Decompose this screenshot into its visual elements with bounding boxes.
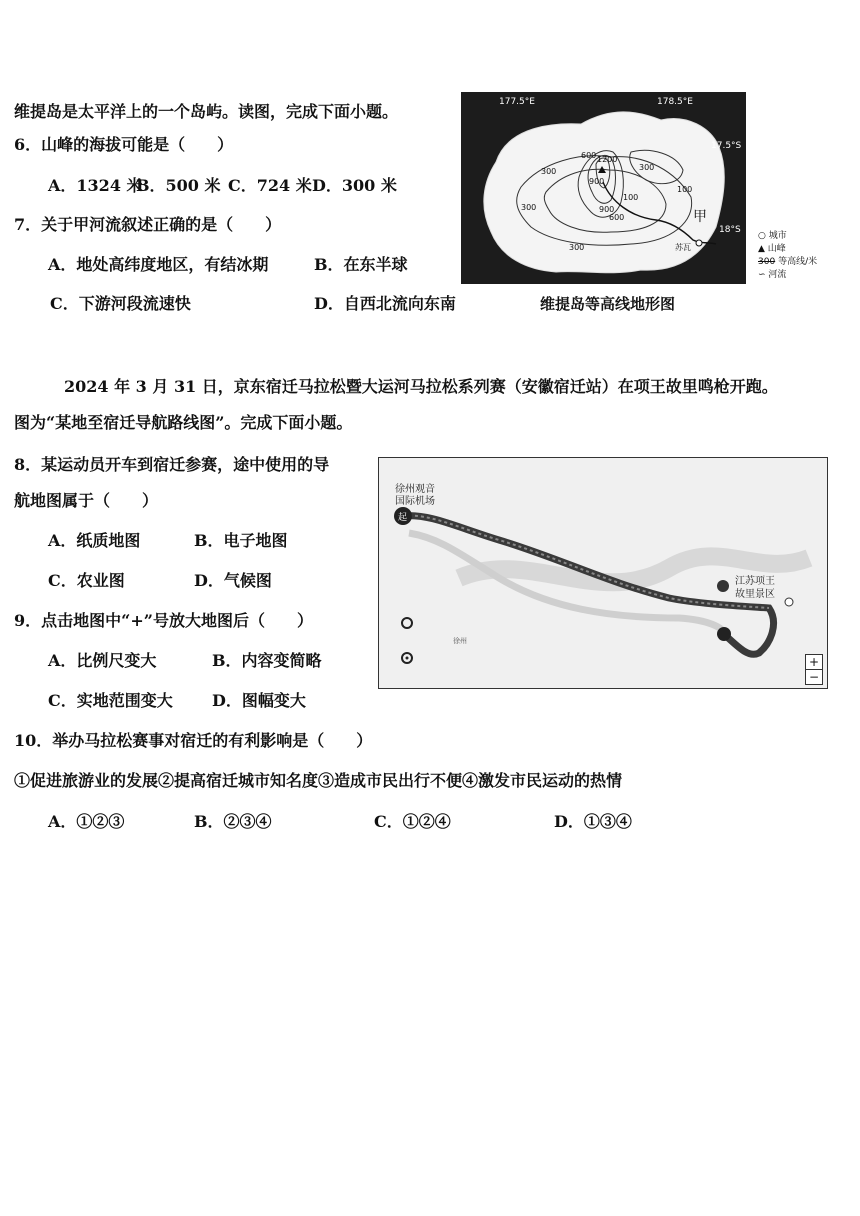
contour-label: 1200 xyxy=(597,155,618,164)
city-suva-icon xyxy=(696,240,702,246)
q8-option-c: C．农业图 xyxy=(48,571,125,590)
peak-icon: ▲ xyxy=(758,244,765,254)
q8-option-d: D．气候图 xyxy=(194,571,272,590)
lat-label-south: 18°S xyxy=(719,225,741,235)
place-xuzhou-label: 徐州 xyxy=(453,637,467,645)
lon-label-east: 178.5°E xyxy=(657,97,693,107)
contour-label: 600 xyxy=(609,213,625,222)
contour-label: 100 xyxy=(677,185,693,194)
q7-option-a: A．地处高纬度地区，有结冰期 xyxy=(48,255,269,274)
map1-legend xyxy=(758,230,817,282)
start-place-label-2: 国际机场 xyxy=(395,496,435,507)
contour-label: 300 xyxy=(569,243,585,252)
lat-label-north: 17.5°S xyxy=(711,141,742,151)
intro-marathon-2: 图为“某地至宿迁导航路线图”。完成下面小题。 xyxy=(14,413,353,432)
q8-stem-1: 8．某运动员开车到宿迁参赛，途中使用的导 xyxy=(14,455,330,474)
q10-option-d: D．①③④ xyxy=(554,812,632,831)
q10-option-c: C．①②④ xyxy=(374,812,451,831)
vitilevu-map-svg xyxy=(461,92,746,284)
q9-option-a: A．比例尺变大 xyxy=(48,651,157,670)
zoom-in-button[interactable]: + xyxy=(805,654,823,670)
q6-option-c: C．724 米 xyxy=(228,176,312,195)
contour-label: 300 xyxy=(521,203,537,212)
start-marker-label: 起 xyxy=(398,513,408,523)
q7-option-c: C．下游河段流速快 xyxy=(50,294,191,313)
q9-stem: 9．点击地图中“+”号放大地图后（ ） xyxy=(14,611,313,630)
q10-statements: ①促进旅游业的发展②提高宿迁城市知名度③造成市民出行不便④激发市民运动的热情 xyxy=(14,771,623,790)
q10-stem: 10．举办马拉松赛事对宿迁的有利影响是（ ） xyxy=(14,731,373,750)
end-marker-icon[interactable] xyxy=(717,627,731,641)
contour-label: 300 xyxy=(639,163,655,172)
q6-option-d: D．300 米 xyxy=(312,176,397,195)
intro-vitilevu: 维提岛是太平洋上的一个岛屿。读图，完成下面小题。 xyxy=(14,102,399,121)
q6-stem: 6．山峰的海拔可能是（ ） xyxy=(14,135,234,154)
end-place-label-2: 故里景区 xyxy=(735,589,775,600)
legend-river: ∽ 河流 xyxy=(758,270,787,280)
city-suva-label: 苏瓦 xyxy=(675,243,691,252)
river-icon: ∽ xyxy=(758,270,766,280)
river-jia-label: 甲 xyxy=(693,209,707,225)
zoom-out-button[interactable]: − xyxy=(805,669,823,685)
end-place-label: 江苏项王 xyxy=(735,576,775,587)
q8-option-a: A．纸质地图 xyxy=(48,531,141,550)
q6-option-a: A．1324 米 xyxy=(48,176,143,195)
q7-option-b: B．在东半球 xyxy=(314,255,408,274)
q9-option-b: B．内容变简略 xyxy=(212,651,322,670)
contour-label: 900 xyxy=(599,205,615,214)
contour-sample: 300 xyxy=(758,257,776,267)
q7-stem: 7．关于甲河流叙述正确的是（ ） xyxy=(14,215,282,234)
legend-peak: ▲ 山峰 xyxy=(758,244,786,254)
lon-label-west: 177.5°E xyxy=(499,97,535,107)
start-place-label: 徐州观音 xyxy=(395,484,435,495)
q10-option-b: B．②③④ xyxy=(194,812,272,831)
city-icon: ○ xyxy=(758,231,766,241)
contour-label: 600 xyxy=(581,151,597,160)
compass-center xyxy=(406,657,409,660)
q9-option-d: D．图幅变大 xyxy=(212,691,306,710)
q10-option-a: A．①②③ xyxy=(48,812,125,831)
scenic-spot-icon xyxy=(717,580,729,592)
intro-marathon-1: 2024 年 3 月 31 日，京东宿迁马拉松暨大运河马拉松系列赛（安徽宿迁站）在项王故里鸣枪开跑。 xyxy=(64,377,778,396)
destination-dot-icon xyxy=(785,598,793,606)
route-map-svg xyxy=(379,458,827,688)
legend-city: ○ 城市 xyxy=(758,231,787,241)
q7-option-d: D．自西北流向东南 xyxy=(314,294,456,313)
contour-label: 100 xyxy=(623,193,639,202)
navigation-route-map[interactable] xyxy=(378,457,828,689)
vitilevu-contour-map xyxy=(461,92,746,284)
map1-caption: 维提岛等高线地形图 xyxy=(540,295,676,313)
contour-label: 300 xyxy=(541,167,557,176)
q6-option-b: B．500 米 xyxy=(136,176,221,195)
contour-label: 900 xyxy=(589,177,605,186)
q9-option-c: C．实地范围变大 xyxy=(48,691,173,710)
q8-stem-2: 航地图属于（ ） xyxy=(14,491,159,510)
legend-contour: 300 等高线/米 xyxy=(758,257,818,267)
q8-option-b: B．电子地图 xyxy=(194,531,288,550)
